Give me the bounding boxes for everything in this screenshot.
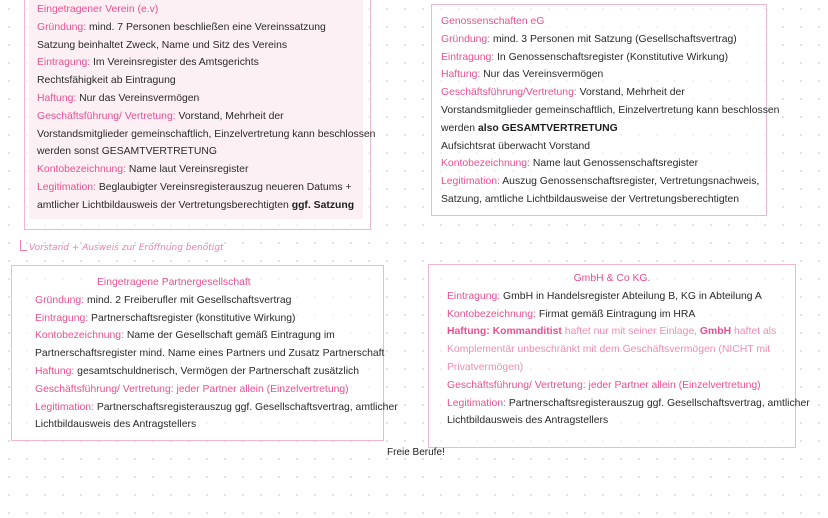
partner-gruendung-label: Gründung: [35,294,85,306]
geno-card [431,4,780,216]
geno-aufsicht: Aufsichtsrat überwacht Vorstand [441,140,591,152]
geno-gf-bold: also GESAMTVERTRETUNG [477,122,618,134]
gmbh-eintragung-label: Eintragung: [447,290,501,302]
geno-title: Genossenschaften eG [441,16,545,27]
verein-gruendung-label: Gründung: [37,21,87,33]
partner-legit-label: Legitimation: [35,401,94,413]
partner-gf-line: Geschäftsführung/ Vertretung: jeder Partner allein (Einzelvertretung) [35,383,349,395]
geno-gf-text2: Vorstandsmitglieder gemeinschaftlich, Einzelvertretung kann beschlossen [441,104,780,116]
verein-legit-bold: ggf. Satzung [291,199,355,211]
gmbh-eintragung-text: GmbH in Handelsregister Abteilung B, KG in Abteilung A [503,290,762,302]
gmbh-konto-label: Kontobezeichnung: [447,308,536,320]
gmbh-konto-text: Firmat gemäß Eintragung im HRA [538,308,696,320]
partner-legit-text2: Lichtbildausweis des Antragstellers [35,419,197,431]
gmbh-haftung-text3: Komplementär unbeschränkt mit dem Geschäftsvermögen (NICHT mit [447,344,771,356]
handwritten-annotation [20,240,224,253]
gmbh-haftung-text4: Privatvermögen) [447,361,524,373]
geno-gruendung-text: mind. 3 Personen mit Satzung (Gesellschaftsvertrag) [493,33,737,45]
geno-eintragung-text: In Genossenschaftsregister (Konstitutive Wirkung) [497,51,729,63]
geno-legit-text: Auszug Genossenschaftsregister, Vertretungsnachweis, [502,176,760,188]
gmbh-card [428,264,810,448]
geno-haftung-label: Haftung: [441,69,481,81]
partner-konto-text: Name der Gesellschaft gemäß Eintragung im [126,330,335,342]
partner-konto-text2: Partnerschaftsregister mind. Name eines Partners und Zusatz Partnerschaft [35,348,385,360]
annotation-text: Vorstand + Ausweis zur Eröffnung benötigt [29,243,224,253]
verein-legit-text: Beglaubigter Vereinsregisterauszug neueren Datums + [98,181,352,193]
verein-gf-text2: Vorstandsmitglieder gemeinschaftlich, Einzelvertretung kann beschlossen [37,128,376,140]
partner-haftung-text: gesamtschuldnerisch, Vermögen der Partnerschaft zusätzlich [77,365,360,377]
verein-title: Eingetragener Verein (e.v) [37,4,159,15]
arrow-bracket-icon [20,240,27,251]
gmbh-title: GmbH & Co KG. [573,273,651,284]
geno-konto-text: Name laut Genossenschaftsregister [532,158,699,170]
gmbh-haftung-text2: haftet als [734,326,777,338]
verein-konto-text: Name laut Vereinsregister [128,164,249,176]
verein-eintragung-label: Eintragung: [37,57,91,69]
partner-title: Eingetragene Partnergesellschaft [97,277,251,288]
partner-eintragung-label: Eintragung: [35,312,89,324]
verein-eintragung-text2: Rechtsfähigkeit ab Eintragung [37,75,176,87]
verein-legit-text2: amtlicher Lichtbildausweis der Vertretungsberechtigten [37,199,289,211]
geno-konto-label: Kontobezeichnung: [441,158,530,170]
verein-gruendung-text: mind. 7 Personen beschließen eine Vereinssatzung [89,21,326,33]
gmbh-haftung-text: haftet nur mit seiner Einlage, [564,326,698,338]
verein-konto-label: Kontobezeichnung: [37,164,126,176]
geno-eintragung-label: Eintragung: [441,51,495,63]
verein-eintragung-text: Im Vereinsregister des Amtsgerichts [93,57,259,69]
geno-gf-text3: werden [441,122,476,134]
gmbh-haftung-label: Haftung: Kommanditist [447,326,562,338]
verein-haftung-text: Nur das Vereinsvermögen [79,92,200,104]
verein-gruendung-text2: Satzung beinhaltet Zweck, Name und Sitz des Vereins [37,39,288,51]
partner-gruendung-text: mind. 2 Freiberufler mit Gesellschaftsvertrag [87,294,292,306]
partner-konto-label: Kontobezeichnung: [35,330,124,342]
partner-card [11,265,398,441]
partner-haftung-label: Haftung: [35,365,75,377]
verein-haftung-label: Haftung: [37,92,77,104]
geno-gruendung-label: Gründung: [441,33,491,45]
verein-gf-text: Vorstand, Mehrheit der [178,110,284,122]
verein-gf-label: Geschäftsführung/ Vertretung: [37,110,176,122]
gmbh-gf-line: Geschäftsführung/ Vertretung: jeder Partner allein (Einzelvertretung) [447,379,761,391]
gmbh-legit-text: Partnerschaftsregisterauszug ggf. Gesellschaftsvertrag, amtlicher [508,397,810,409]
verein-legit-label: Legitimation: [37,181,96,193]
geno-gf-label: Geschäftsführung/Vertretung: [441,87,577,99]
gmbh-haftung-gmbh: GmbH [699,326,732,338]
footer-note: Freie Berufe! [387,447,445,458]
gmbh-legit-text2: Lichtbildausweis des Antragstellers [447,415,609,427]
partner-eintragung-text: Partnerschaftsregister (konstitutive Wirkung) [91,312,296,324]
verein-card [24,0,376,230]
verein-gf-text3: werden sonst GESAMTVERTRETUNG [37,146,217,158]
partner-legit-text: Partnerschaftsregisterauszug ggf. Gesellschaftsvertrag, amtlicher [96,401,398,413]
geno-legit-label: Legitimation: [441,176,500,188]
geno-haftung-text: Nur das Vereinsvermögen [483,69,604,81]
geno-legit-text2: Satzung, amtliche Lichtbildausweise der Vertretungsberechtigten [441,193,740,205]
gmbh-legit-label: Legitimation: [447,397,506,409]
geno-gf-text: Vorstand, Mehrheit der [579,87,685,99]
